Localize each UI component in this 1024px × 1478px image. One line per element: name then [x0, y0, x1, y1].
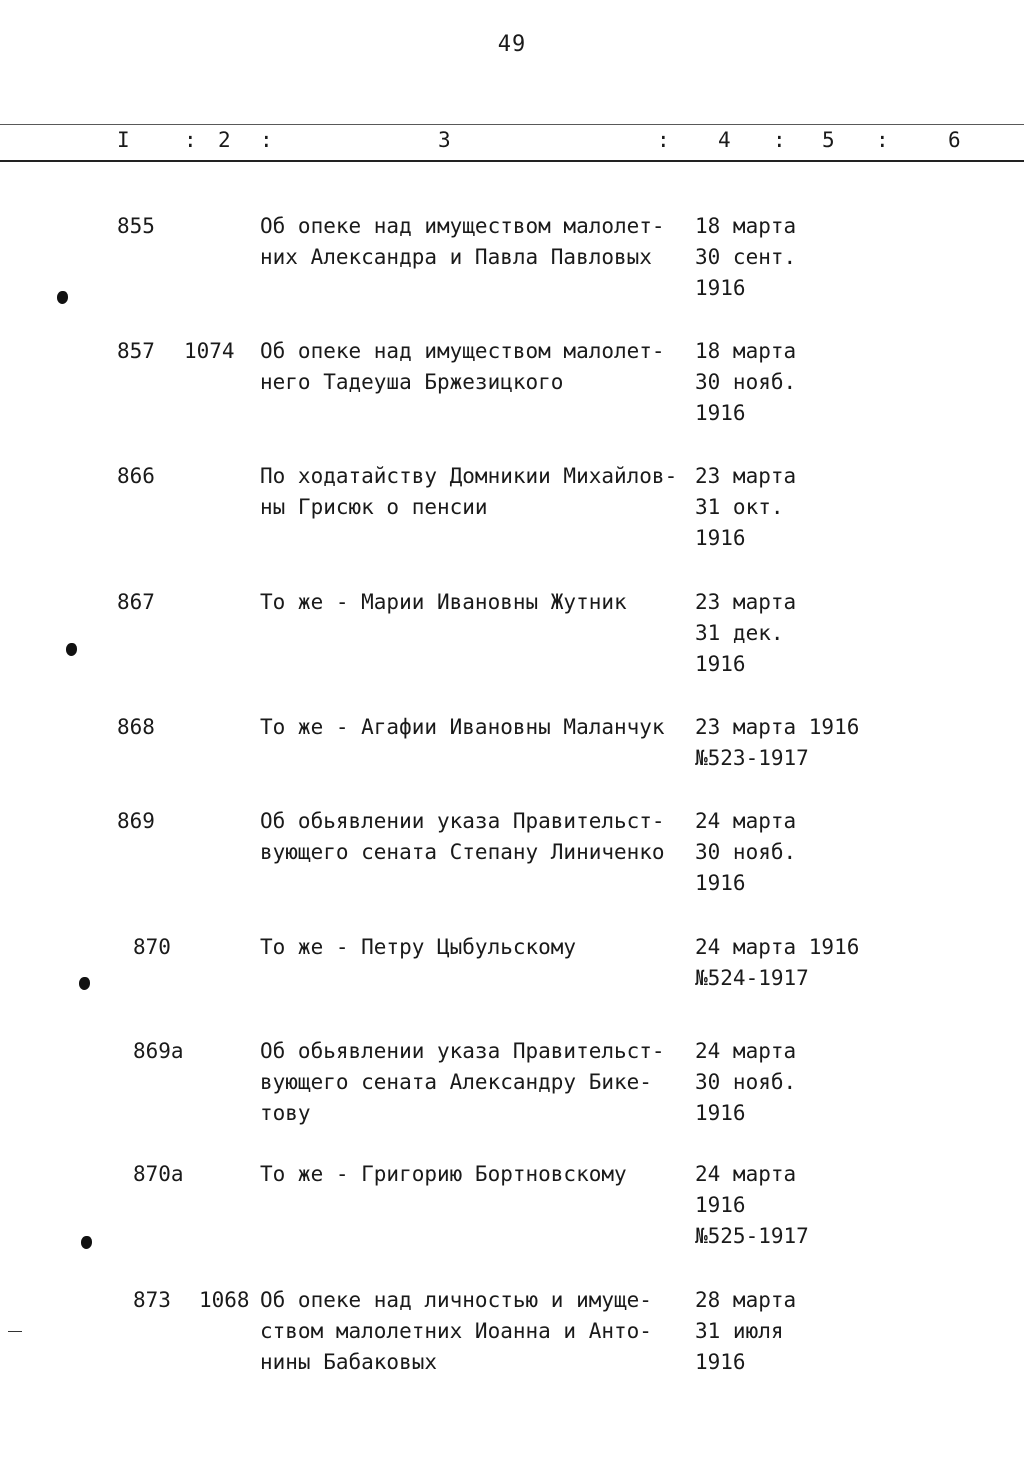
- margin-mark: [8, 1331, 22, 1332]
- date-line: 1916: [695, 871, 746, 895]
- entry-description: [260, 461, 690, 523]
- description-line: Об опеке над личностью и имуще-: [260, 1288, 652, 1312]
- date-line: 23 марта: [695, 590, 797, 614]
- description-line: тову: [260, 1101, 311, 1125]
- entry-number: 867: [117, 590, 155, 614]
- date-line: 1916: [695, 276, 746, 300]
- date-line: 31 дек.: [695, 621, 784, 645]
- description-line: То же - Марии Ивановны Жутник: [260, 590, 627, 614]
- entry-dates: [695, 1159, 809, 1252]
- entry-number: 855: [117, 214, 155, 238]
- punch-hole-mark: [57, 291, 68, 304]
- date-line: 28 марта: [695, 1288, 797, 1312]
- entry-description: [260, 1159, 690, 1190]
- entry-dates: [695, 806, 796, 899]
- date-line: №525-1917: [695, 1224, 809, 1248]
- description-line: Об опеке над имуществом малолет-: [260, 214, 665, 238]
- entry-number: 868: [117, 715, 155, 739]
- description-line: То же - Агафии Ивановны Маланчук: [260, 715, 665, 739]
- column-header-row: [0, 128, 1024, 156]
- entry-number: 866: [117, 464, 155, 488]
- column-separator: :: [184, 128, 197, 152]
- date-line: №523-1917: [695, 746, 809, 770]
- entry-description: [260, 587, 690, 618]
- entry-description: [260, 932, 690, 963]
- entry-number: 869а: [133, 1039, 184, 1063]
- entry-number: 870а: [133, 1162, 184, 1186]
- entry-dates: [695, 712, 859, 774]
- punch-hole-mark: [66, 643, 77, 656]
- description-line: вующего сената Степану Линиченко: [260, 840, 665, 864]
- entry-dates: [695, 461, 796, 554]
- description-line: Об опеке над имуществом малолет-: [260, 339, 665, 363]
- column-header-3: 3: [438, 128, 451, 152]
- entry-dates: [695, 211, 796, 304]
- date-line: №524-1917: [695, 966, 809, 990]
- column-separator: :: [657, 128, 670, 152]
- date-line: 1916: [695, 401, 746, 425]
- date-line: 30 сент.: [695, 245, 797, 269]
- description-line: Об обьявлении указа Правительст-: [260, 809, 665, 833]
- date-line: 24 марта: [695, 1162, 797, 1186]
- date-line: 1916: [695, 1193, 746, 1217]
- date-line: 1916: [695, 526, 746, 550]
- entry-description: [260, 336, 690, 398]
- description-line: нины Бабаковых: [260, 1350, 438, 1374]
- description-line: вующего сената Александру Бике-: [260, 1070, 652, 1094]
- entry-description: [260, 1285, 690, 1378]
- entry-dates: [695, 1036, 796, 1129]
- date-line: 24 марта 1916: [695, 935, 860, 959]
- date-line: 1916: [695, 1101, 746, 1125]
- entry-number: 869: [117, 809, 155, 833]
- entry-sub-number: 1068: [199, 1288, 250, 1312]
- date-line: 23 марта 1916: [695, 715, 860, 739]
- entry-sub-number: 1074: [184, 339, 235, 363]
- description-line: ством малолетних Иоанна и Анто-: [260, 1319, 652, 1343]
- header-top-rule: [0, 124, 1024, 125]
- page-number: 49: [497, 32, 527, 57]
- column-header-4: 4: [718, 128, 731, 152]
- description-line: То же - Петру Цыбульскому: [260, 935, 577, 959]
- entry-description: [260, 211, 690, 273]
- entry-description: [260, 806, 690, 868]
- date-line: 24 марта: [695, 809, 797, 833]
- entry-description: [260, 712, 690, 743]
- column-header-2: 2: [218, 128, 231, 152]
- description-line: них Александра и Павла Павловых: [260, 245, 652, 269]
- date-line: 24 марта: [695, 1039, 797, 1063]
- entry-dates: [695, 336, 796, 429]
- description-line: То же - Григорию Бортновскому: [260, 1162, 627, 1186]
- date-line: 1916: [695, 652, 746, 676]
- header-bottom-rule: [0, 160, 1024, 162]
- entry-dates: [695, 587, 796, 680]
- entry-dates: [695, 932, 859, 994]
- column-header-1: I: [117, 128, 130, 152]
- entry-number: 857: [117, 339, 155, 363]
- description-line: По ходатайству Домникии Михайлов-: [260, 464, 678, 488]
- date-line: 30 нояб.: [695, 370, 797, 394]
- date-line: 23 марта: [695, 464, 797, 488]
- punch-hole-mark: [81, 1236, 92, 1249]
- punch-hole-mark: [79, 977, 90, 990]
- description-line: него Тадеуша Бржезицкого: [260, 370, 564, 394]
- entry-number: 873: [133, 1288, 171, 1312]
- description-line: ны Грисюк о пенсии: [260, 495, 488, 519]
- entry-description: [260, 1036, 690, 1129]
- column-separator: :: [773, 128, 786, 152]
- date-line: 31 июля: [695, 1319, 784, 1343]
- column-header-5: 5: [822, 128, 835, 152]
- date-line: 30 нояб.: [695, 1070, 797, 1094]
- description-line: Об обьявлении указа Правительст-: [260, 1039, 665, 1063]
- column-header-6: 6: [948, 128, 961, 152]
- entry-dates: [695, 1285, 796, 1378]
- date-line: 30 нояб.: [695, 840, 797, 864]
- date-line: 31 окт.: [695, 495, 784, 519]
- column-separator: :: [260, 128, 273, 152]
- entry-number: 870: [133, 935, 171, 959]
- date-line: 1916: [695, 1350, 746, 1374]
- column-separator: :: [876, 128, 889, 152]
- date-line: 18 марта: [695, 339, 797, 363]
- date-line: 18 марта: [695, 214, 797, 238]
